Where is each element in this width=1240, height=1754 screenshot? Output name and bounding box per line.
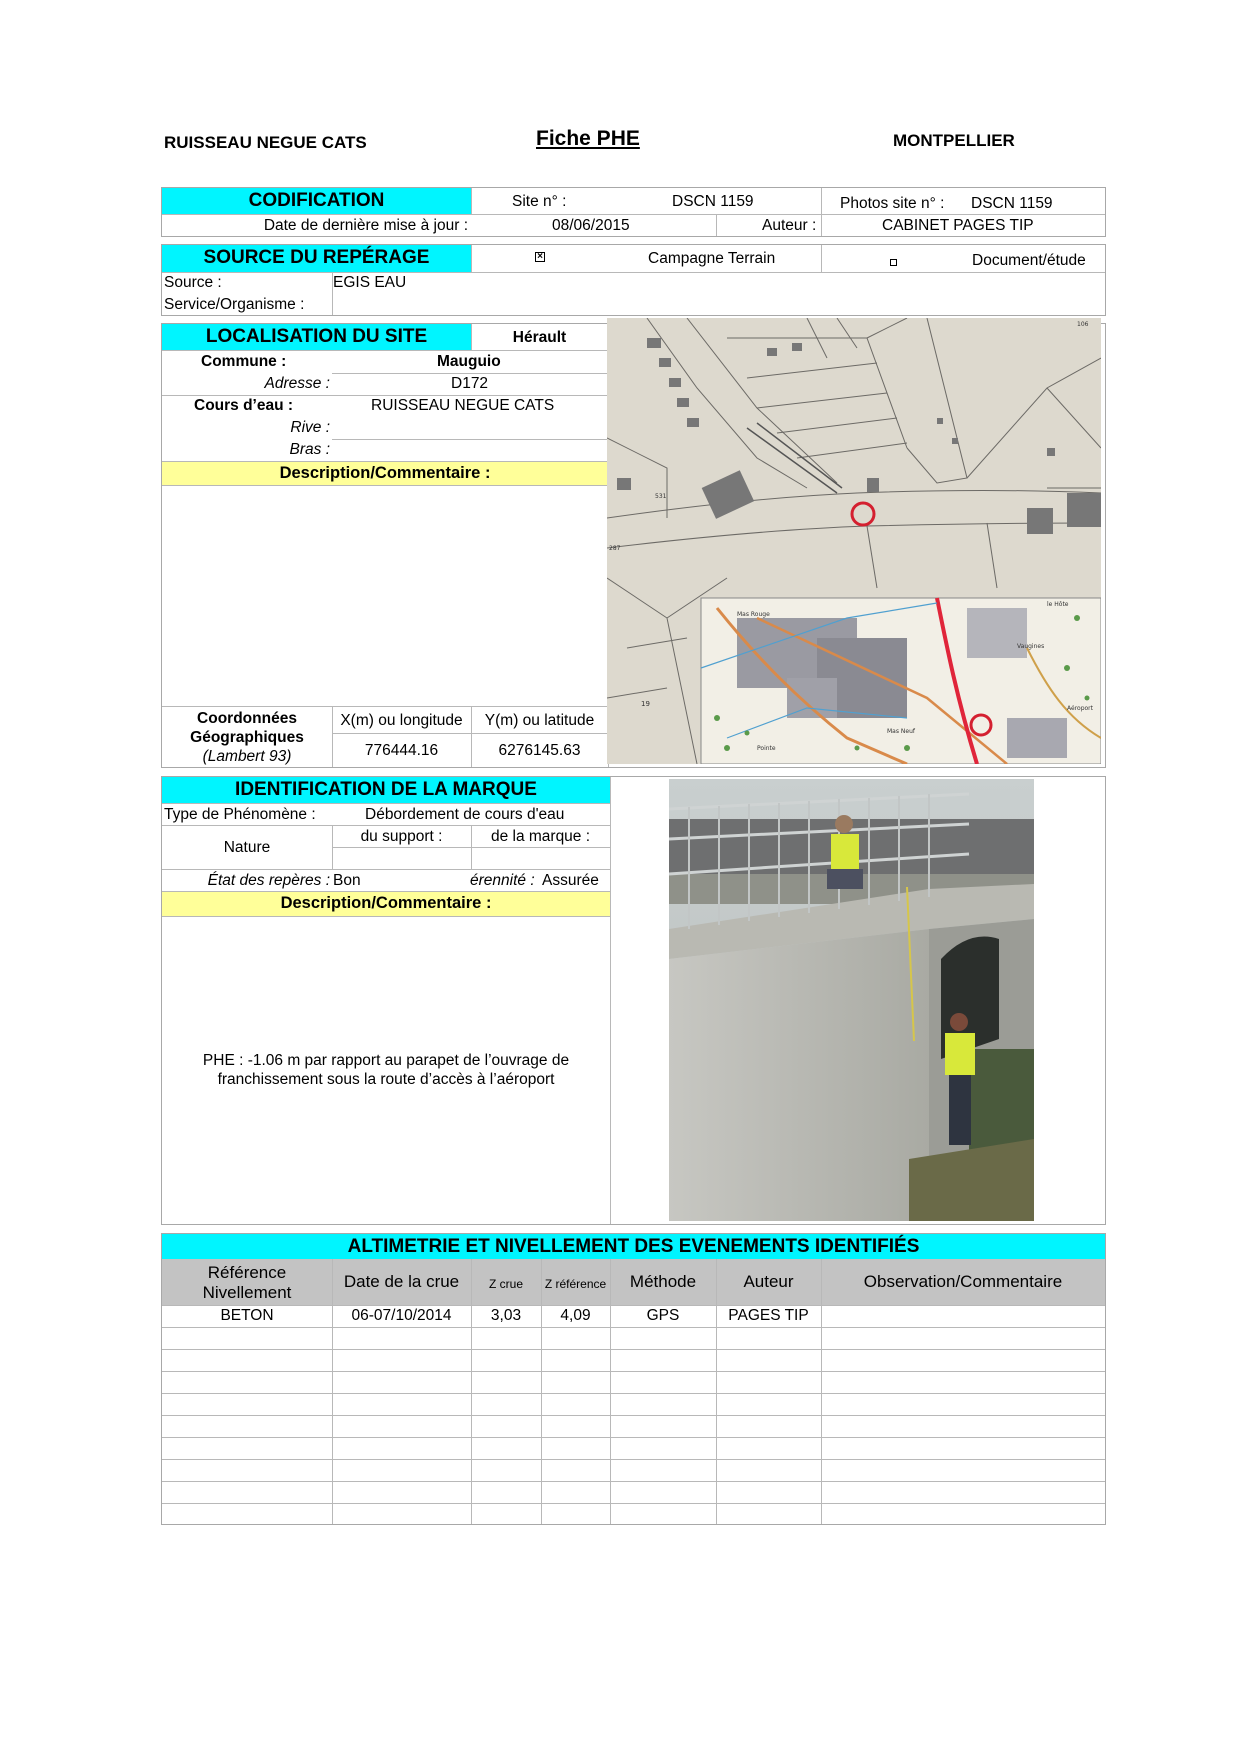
col-auteur: Auteur — [743, 1272, 794, 1291]
campagne-checkbox[interactable]: × — [535, 252, 545, 262]
service-label: Service/Organisme : — [164, 296, 305, 313]
auteur-label: Auteur : — [762, 217, 817, 234]
marque-nature-label: de la marque : — [490, 828, 591, 845]
type-label: Type de Phénomène : — [164, 806, 316, 823]
nature-label: Nature — [223, 839, 271, 856]
col-reference-nivellement: Référence Nivellement — [202, 1263, 292, 1302]
river-name: RUISSEAU NEGUE CATS — [164, 133, 367, 152]
comment-line-2: franchissement sous la route d’accès à l’aéroport — [217, 1071, 555, 1088]
comment-line-1: PHE : -1.06 m par rapport au parapet de l’ouvrage de — [202, 1052, 570, 1069]
site-label: Site n° : — [512, 193, 567, 210]
marque-title: IDENTIFICATION DE LA MARQUE — [235, 779, 537, 800]
inset-label-mas-rouge: Mas Rouge — [737, 611, 770, 618]
cell-date: 06-07/10/2014 — [351, 1307, 452, 1324]
parcel-label-19: 19 — [641, 700, 650, 708]
document-label: Document/étude — [972, 252, 1086, 269]
bridge-photo — [669, 779, 1034, 1221]
campagne-label: Campagne Terrain — [648, 250, 776, 267]
col-methode: Méthode — [629, 1272, 697, 1291]
inset-topo-map — [701, 598, 1101, 764]
perennite-label: érennité : — [470, 872, 535, 889]
inset-label-pointe: Pointe — [757, 745, 776, 752]
cell-reference: BETON — [220, 1307, 274, 1324]
document-checkbox[interactable] — [890, 259, 897, 266]
localisation-title: LOCALISATION DU SITE — [205, 326, 428, 347]
cell-methode: GPS — [646, 1307, 680, 1324]
cell-z-reference: 4,09 — [560, 1307, 591, 1324]
col-observation: Observation/Commentaire — [863, 1272, 1063, 1291]
cours-value: RUISSEAU NEGUE CATS — [371, 397, 555, 414]
commune-label: Commune : — [201, 353, 287, 370]
photos-value: DSCN 1159 — [971, 195, 1053, 212]
cours-label: Cours d’eau : — [194, 397, 294, 414]
col-z-reference: Z référence — [544, 1277, 607, 1291]
inset-label-hote: le Hôte — [1047, 601, 1069, 608]
cadastral-map — [607, 318, 1101, 764]
cell-z-crue: 3,03 — [490, 1307, 522, 1324]
perennite-value: Assurée — [542, 872, 599, 889]
x-label: X(m) ou longitude — [340, 712, 463, 729]
inset-label-aeroport: Aéroport — [1067, 705, 1093, 712]
page-title: Fiche PHE — [536, 127, 640, 150]
departement: Hérault — [512, 329, 567, 346]
date-value: 08/06/2015 — [552, 217, 630, 234]
source-label: Source : — [164, 274, 222, 291]
rive-label: Rive : — [290, 419, 330, 436]
commune-value: Mauguio — [437, 353, 501, 370]
cell-auteur: PAGES TIP — [728, 1307, 809, 1324]
etat-value: Bon — [333, 872, 361, 889]
city-name: MONTPELLIER — [893, 131, 1015, 150]
source-value: EGIS EAU — [333, 274, 407, 291]
y-value: 6276145.63 — [498, 742, 581, 759]
coord-label-1: Coordonnées — [197, 710, 297, 727]
auteur-value: CABINET PAGES TIP — [882, 217, 1034, 234]
parcel-label-531: 531 — [655, 493, 667, 500]
coord-label-2: Géographiques — [190, 729, 304, 746]
codification-title: CODIFICATION — [248, 190, 385, 211]
inset-label-vaugines: Vaugines — [1017, 643, 1045, 650]
marque-description-title: Description/Commentaire : — [280, 894, 492, 912]
type-value: Débordement de cours d'eau — [365, 806, 565, 823]
x-value: 776444.16 — [364, 742, 439, 759]
date-label: Date de dernière mise à jour : — [263, 217, 468, 234]
coord-label-3: (Lambert 93) — [202, 748, 292, 765]
y-label: Y(m) ou latitude — [484, 712, 595, 729]
parcel-label-106: 106 — [1077, 321, 1089, 328]
altimetrie-title: ALTIMETRIE ET NIVELLEMENT DES EVENEMENTS IDENTIFIÉS — [347, 1236, 920, 1257]
adresse-value: D172 — [451, 375, 489, 392]
etat-label: État des repères : — [207, 872, 330, 889]
col-z-crue: Z crue — [488, 1277, 523, 1291]
inset-label-mas-neuf: Mas Neuf — [887, 728, 915, 735]
site-value: DSCN 1159 — [672, 193, 754, 210]
col-date-crue: Date de la crue — [343, 1272, 460, 1291]
parcel-label-287: 287 — [609, 545, 621, 552]
adresse-label: Adresse : — [264, 375, 330, 392]
site-photo — [669, 779, 1034, 1221]
localisation-description-title: Description/Commentaire : — [279, 464, 491, 482]
photos-label: Photos site n° : — [840, 195, 945, 212]
bras-label: Bras : — [289, 441, 330, 458]
source-title: SOURCE DU REPÉRAGE — [203, 247, 430, 268]
support-label: du support : — [360, 828, 443, 845]
site-map — [607, 318, 1101, 764]
